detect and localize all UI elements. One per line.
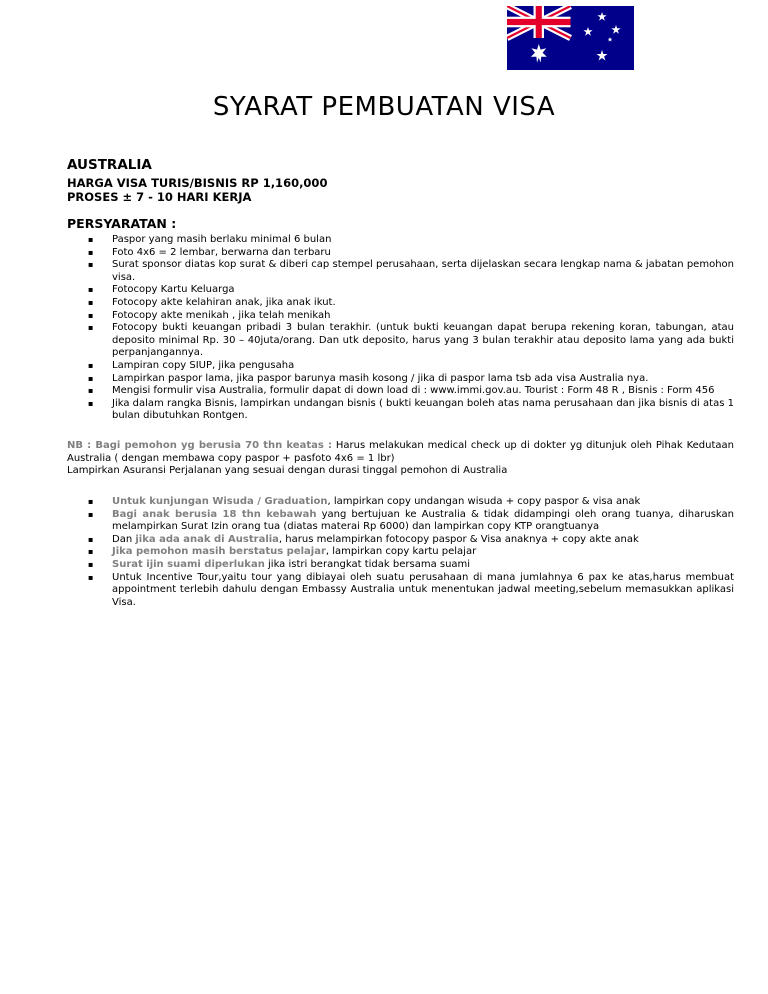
list-item: ▪ Untuk kunjungan Wisuda / Graduation, lampirkan copy undangan wisuda + copy paspor & visa anak — [88, 496, 641, 507]
list-item: ▪ Bagi anak berusia 18 thn kebawah yang bertujuan ke Australia & tidak didampingi oleh orang tuanya, diharuskan melampirkan Surat Izin orang tua (diatas materai Rp 6000) dan lampirkan copy KTP orangtuanya — [88, 508, 734, 533]
price-block — [67, 176, 327, 204]
bullet-icon: ▪ — [88, 497, 94, 506]
bullet-icon: ▪ — [88, 398, 94, 408]
requirements-heading: PERSYARATAN : — [67, 216, 177, 231]
additional-requirements-list — [88, 496, 734, 609]
bullet-icon: ▪ — [88, 386, 94, 396]
page-title: SYARAT PEMBUATAN VISA — [212, 92, 556, 122]
list-item: ▪ Jika pemohon masih berstatus pelajar, lampirkan copy kartu pelajar — [88, 546, 477, 558]
bullet-icon: ▪ — [88, 373, 94, 383]
bullet-icon: ▪ — [88, 547, 94, 557]
list-item: ▪ Lampirkan paspor lama, jika paspor barunya masih kosong / jika di paspor lama tsb ada visa Australia nya. — [88, 372, 649, 384]
list-item: ▪ Jika dalam rangka Bisnis, lampirkan undangan bisnis ( bukti keuangan boleh atas nama perusahaan dan jika bisnis di atas 1 bulan dibutuhkan Rontgen. — [88, 397, 734, 422]
note-insurance: Lampirkan Asuransi Perjalanan yang sesuai dengan durasi tinggal pemohon di Australia — [67, 465, 508, 477]
bullet-icon: ▪ — [88, 235, 94, 244]
list-item: ▪ Lampiran copy SIUP, jika pengusaha — [88, 359, 295, 371]
list-item: ▪ Fotocopy akte kelahiran anak, jika anak ikut. — [88, 296, 336, 308]
list-item: ▪ Fotocopy Kartu Keluarga — [88, 284, 235, 296]
bullet-icon: ▪ — [88, 323, 94, 333]
list-item: ▪ Paspor yang masih berlaku minimal 6 bulan — [88, 234, 332, 245]
list-item: ▪ Surat sponsor diatas kop surat & diberi cap stempel perusahaan, serta dijelaskan secara lengkap nama & jabatan pemohon visa. — [88, 259, 734, 283]
country-heading: AUSTRALIA — [67, 157, 152, 173]
bullet-icon: ▪ — [88, 572, 94, 582]
bullet-icon: ▪ — [88, 260, 94, 270]
bullet-icon: ▪ — [88, 297, 94, 307]
process-time-line: PROSES ± 7 - 10 HARI KERJA — [67, 190, 252, 204]
note-senior: NB : Bagi pemohon yg berusia 70 thn keatas : Harus melakukan medical check up di dokter yg ditunjuk oleh Pihak Kedutaan Australia ( dengan membawa copy paspor + pasfoto 4x6 = 1 lbr) — [67, 440, 734, 464]
bullet-icon: ▪ — [88, 285, 94, 295]
note-block — [67, 440, 734, 478]
list-item: ▪ Dan jika ada anak di Australia, harus melampirkan fotocopy paspor & Visa anaknya + copy akte anak — [88, 533, 639, 545]
list-item: ▪ Fotocopy bukti keuangan pribadi 3 bulan terakhir. (untuk bukti keuangan dapat berupa rekening koran, tabungan, atau deposito minimal Rp. 30 – 40juta/orang. Dan utk deposito, harus yang 3 bulan terakhir atau deposito lama yang ada bukti perpanjangannya. — [88, 322, 734, 359]
list-item: ▪ Surat ijin suami diperlukan jika istri berangkat tidak bersama suami — [88, 558, 471, 570]
bullet-icon: ▪ — [88, 360, 94, 370]
bullet-icon: ▪ — [88, 559, 94, 569]
list-item: ▪ Fotocopy akte menikah , jika telah menikah — [88, 309, 331, 321]
list-item: ▪ Untuk Incentive Tour,yaitu tour yang dibiayai oleh suatu perusahaan di mana jumlahnya 6 pax ke atas,harus membuat appointment terlebih dahulu dengan Embassy Australia untuk menentukan jadwal meeting,sebelum memasukkan aplikasi Visa. — [88, 571, 734, 608]
bullet-icon: ▪ — [88, 310, 94, 320]
australia-flag-icon — [507, 6, 634, 70]
note-highlight: NB : Bagi pemohon yg berusia 70 thn keatas : — [67, 440, 332, 451]
bullet-icon: ▪ — [88, 534, 94, 544]
bullet-icon: ▪ — [88, 509, 94, 519]
bullet-icon: ▪ — [88, 247, 94, 257]
list-item: ▪ Foto 4x6 = 2 lembar, berwarna dan terbaru — [88, 246, 331, 258]
list-item: ▪ Mengisi formulir visa Australia, formulir dapat di down load di : www.immi.gov.au. Tourist : Form 48 R , Bisnis : Form 456 — [88, 385, 715, 397]
visa-price-line: HARGA VISA TURIS/BISNIS RP 1,160,000 — [67, 176, 328, 190]
requirements-list — [88, 234, 734, 423]
